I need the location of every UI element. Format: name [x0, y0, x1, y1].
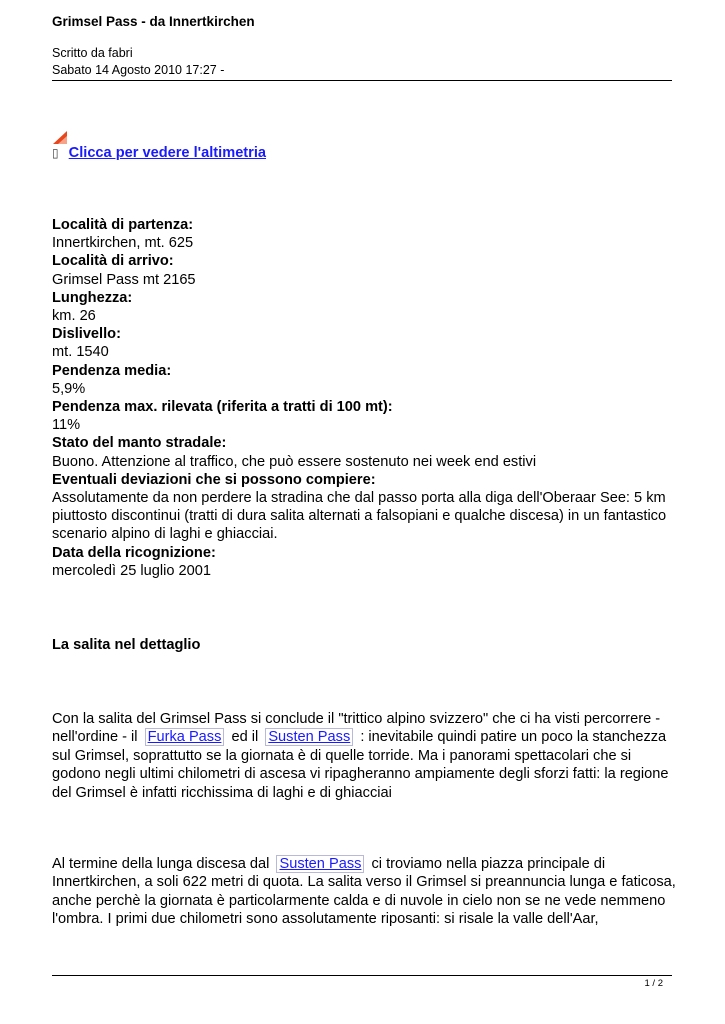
detours-label: Eventuali deviazioni che si possono compiere: — [52, 471, 376, 488]
footer-divider — [52, 975, 672, 976]
average-gradient-value: 5,9% — [52, 380, 86, 397]
paragraph-text: : inevitabile quindi patire un poco la stanchezza sul Grimsel, soprattutto se la giornata è di quelle torride. Ma i panorami spettacolari che si godono negli ultimi chilometri di ascesa vi ripagheranno ampiamente degli sforzi fatti: la regione del Grimsel è infatti ricchissima di laghi e di ghiacciai — [52, 729, 669, 801]
start-value: Innertkirchen, mt. 625 — [52, 235, 194, 252]
altimetry-triangle-icon — [53, 131, 67, 144]
road-condition-label: Stato del manto stradale: — [52, 435, 227, 452]
elevation-gain-label: Dislivello: — [52, 326, 121, 343]
date-line: Sabato 14 Agosto 2010 17:27 - — [52, 63, 225, 77]
paragraph-ascent — [52, 855, 677, 929]
detours-value: Assolutamente da non perdere la stradina che dal passo porta alla diga dell'Oberaar See: 5 km piuttosto discontinui (tratti di dura salita alternati a falsopiani e qualche discesa) in un fantastico scenario alpino di laghi e ghiacciai. — [52, 490, 667, 543]
length-label: Lunghezza: — [52, 289, 133, 306]
section-heading: La salita nel dettaglio — [52, 637, 201, 653]
survey-date-label: Data della ricognizione: — [52, 544, 216, 561]
elevation-gain-value: mt. 1540 — [52, 344, 109, 361]
survey-date-value: mercoledì 25 luglio 2001 — [52, 562, 212, 579]
altimetry-link-row — [52, 145, 266, 161]
paragraph-intro — [52, 710, 677, 802]
altimetry-link[interactable]: Clicca per vedere l'altimetria — [68, 145, 267, 161]
arrival-label: Località di arrivo: — [52, 253, 174, 270]
length-value: km. 26 — [52, 308, 96, 325]
susten-pass-link[interactable]: Susten Pass — [276, 855, 364, 873]
road-condition-value: Buono. Attenzione al traffico, che può essere sostenuto nei week end estivi — [52, 453, 537, 470]
paragraph-text: ed il — [231, 729, 259, 746]
header-divider — [52, 80, 672, 81]
route-info — [52, 216, 682, 580]
arrival-value: Grimsel Pass mt 2165 — [52, 271, 196, 288]
document-title: Grimsel Pass - da Innertkirchen — [52, 14, 255, 29]
page-number: 1 / 2 — [644, 978, 663, 989]
author-line: Scritto da fabri — [52, 46, 133, 60]
furka-pass-link[interactable]: Furka Pass — [145, 728, 225, 746]
max-gradient-label: Pendenza max. rilevata (riferita a tratti di 100 mt): — [52, 399, 393, 416]
paragraph-text: Con la salita del Grimsel Pass si conclude il "trittico alpino svizzero" che ci ha visti percorrere - nell'ordine - il — [52, 711, 661, 746]
paragraph-text: ci troviamo nella piazza principale di Innertkirchen, a soli 622 metri di quota. La salita verso il Grimsel si preannuncia lunga e faticosa, anche perchè la giornata è particolarmente calda e di nuvole in cielo non se ne vede nemmeno l'ombra. I primi due chilometri sono assolutamente riposanti: si risale la valle dell'Aar, — [52, 856, 676, 928]
average-gradient-label: Pendenza media: — [52, 362, 172, 379]
paragraph-text: Al termine della lunga discesa dal — [52, 856, 270, 872]
broken-image-icon: ▯ — [52, 146, 59, 160]
start-label: Località di partenza: — [52, 217, 194, 233]
susten-pass-link[interactable]: Susten Pass — [265, 728, 353, 746]
max-gradient-value: 11% — [52, 417, 81, 434]
